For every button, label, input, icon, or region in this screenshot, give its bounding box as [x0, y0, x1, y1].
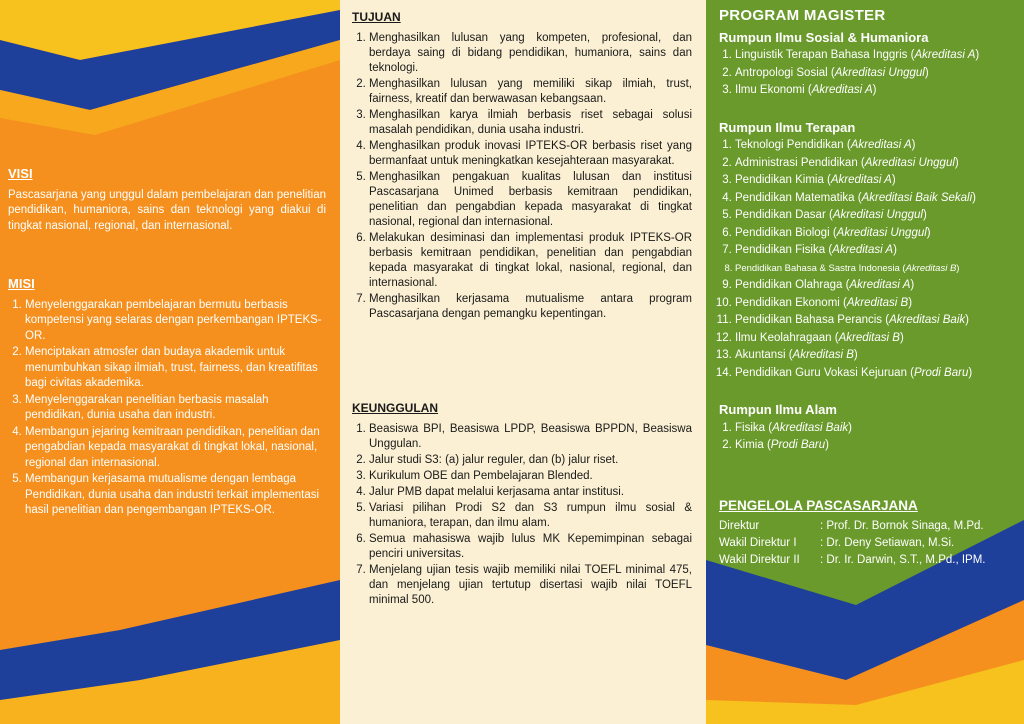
list-item: 14. Pendidikan Guru Vokasi Kejuruan (Prodi Baru) [735, 365, 1019, 383]
visi-title: VISI [8, 166, 33, 181]
list-item: 4. Menghasilkan produk inovasi IPTEKS-OR berbasis riset yang bermanfaat untuk meningkatkan kesejahteraan masyarakat. [369, 139, 692, 169]
list-item: 12. Ilmu Keolahragaan (Akreditasi B) [735, 330, 1019, 348]
pengelola-row: Wakil Direktur II : Dr. Ir. Darwin, S.T., M.Pd., IPM. [719, 553, 986, 566]
misi-list [8, 298, 326, 519]
visi-text: Pascasarjana yang unggul dalam pembelajaran dan penelitian pendidikan, humaniora, sains dan teknologi yang diakui di tingkat nasional, regional, dan internasional. [8, 188, 326, 232]
list-item: 3. Kurikulum OBE dan Pembelajaran Blended. [369, 469, 692, 484]
pengelola-row: Direktur : Prof. Dr. Bornok Sinaga, M.Pd. [719, 519, 984, 532]
program-list [719, 137, 1019, 382]
list-item: 4. Pendidikan Matematika (Akreditasi Baik Sekali) [735, 190, 1019, 208]
list-item: 5. Variasi pilihan Prodi S2 dan S3 rumpun ilmu sosial & humaniora, terapan, dan ilmu alam. [369, 501, 692, 531]
list-item: 3. Menyelenggarakan penelitian berbasis masalah pendidikan, dunia usaha dan industri. [25, 393, 326, 424]
group-title: Rumpun Ilmu Terapan [719, 119, 856, 135]
visi-section [8, 166, 326, 234]
list-item: 2. Menghasilkan lulusan yang memiliki sikap ilmiah, trust, fairness, kreatif dan berwawasan kebangsaan. [369, 77, 692, 107]
list-item: 2. Menciptakan atmosfer dan budaya akademik untuk menumbuhkan sikap ilmiah, trust, fairness, dan kreatifitas bagi civitas akademika. [25, 345, 326, 392]
list-item: 1. Menyelenggarakan pembelajaran bermutu berbasis kompetensi yang selaras dengan perkembangan IPTEKS-OR. [25, 298, 326, 345]
list-item: 5. Membangun kerjasama mutualisme dengan lembaga Pendidikan, dunia usaha dan industri terkait implementasi hasil penelitian dan pengembangan IPTEKS-OR. [25, 472, 326, 519]
list-item: 2. Jalur studi S3: (a) jalur reguler, dan (b) jalur riset. [369, 453, 692, 468]
keunggulan-title: KEUNGGULAN [352, 401, 438, 415]
misi-section [8, 276, 326, 520]
list-item: 9. Pendidikan Olahraga (Akreditasi A) [735, 277, 1019, 295]
misi-title: MISI [8, 276, 35, 291]
list-item: 3. Pendidikan Kimia (Akreditasi A) [735, 172, 1019, 190]
keunggulan-section [352, 401, 692, 609]
list-item: 1. Fisika (Akreditasi Baik) [735, 420, 1019, 438]
pengelola-title: PENGELOLA PASCASARJANA [719, 498, 918, 513]
list-item: 2. Administrasi Pendidikan (Akreditasi Unggul) [735, 155, 1019, 173]
group-alam [719, 402, 1019, 455]
pengelola-row: Wakil Direktur I : Dr. Deny Setiawan, M.Si. [719, 536, 955, 549]
program-title: PROGRAM MAGISTER [719, 7, 886, 24]
list-item: 7. Menghasilkan kerjasama mutualisme antara program Pascasarjana dengan pemangku kepentingan. [369, 292, 692, 322]
list-item: 6. Semua mahasiswa wajib lulus MK Kepemimpinan sebagai penciri universitas. [369, 532, 692, 562]
list-item: 7. Pendidikan Fisika (Akreditasi A) [735, 242, 1019, 260]
list-item: 10. Pendidikan Ekonomi (Akreditasi B) [735, 295, 1019, 313]
list-item: 13. Akuntansi (Akreditasi B) [735, 347, 1019, 365]
list-item: 5. Menghasilkan pengakuan kualitas lulusan dan institusi Pascasarjana Unimed berbasis kemitraan pendidikan, penelitian dan pengabdian kepada masyarakat di tingkat nasional, regional dan internasional. [369, 170, 692, 230]
list-item: 7. Menjelang ujian tesis wajib memiliki nilai TOEFL minimal 475, dan menjelang ujian tertutup disertasi wajib nilai TOEFL minimal 500. [369, 563, 692, 608]
group-title: Rumpun Ilmu Alam [719, 402, 837, 417]
list-item: 3. Menghasilkan karya ilmiah berbasis riset sebagai solusi masalah pendidikan, dunia usaha industri. [369, 108, 692, 138]
program-list [719, 420, 1019, 455]
keunggulan-list [352, 422, 692, 608]
pengelola-section [719, 498, 1019, 569]
list-item: 6. Melakukan desiminasi dan implementasi produk IPTEKS-OR berbasis kemitraan pendidikan, penelitian dan pengabdian kepada masyarakat di tingkat lokal, nasional, regional, dan internasional. [369, 231, 692, 291]
list-item: 1. Menghasilkan lulusan yang kompeten, profesional, dan berdaya saing di bidang pendidikan, humaniora, sains dan teknologi. [369, 31, 692, 76]
list-item: 11. Pendidikan Bahasa Perancis (Akreditasi Baik) [735, 312, 1019, 330]
right-panel [706, 0, 1024, 724]
list-item: 6. Pendidikan Biologi (Akreditasi Unggul) [735, 225, 1019, 243]
list-item: 2. Antropologi Sosial (Akreditasi Unggul) [735, 65, 1019, 83]
list-item: 4. Jalur PMB dapat melalui kerjasama antar institusi. [369, 485, 692, 500]
list-item: 1. Teknologi Pendidikan (Akreditasi A) [735, 137, 1019, 155]
middle-panel [340, 0, 706, 724]
left-panel [0, 0, 340, 724]
list-item: 8. Pendidikan Bahasa & Sastra Indonesia (Akreditasi B) [735, 260, 1019, 278]
list-item: 5. Pendidikan Dasar (Akreditasi Unggul) [735, 207, 1019, 225]
tujuan-section [352, 10, 692, 323]
group-sosial [719, 30, 1019, 100]
program-list [719, 47, 1019, 100]
group-title: Rumpun Ilmu Sosial & Humaniora [719, 29, 929, 45]
list-item: 1. Beasiswa BPI, Beasiswa LPDP, Beasiswa BPPDN, Beasiswa Unggulan. [369, 422, 692, 452]
list-item: 3. Ilmu Ekonomi (Akreditasi A) [735, 82, 1019, 100]
program-section [719, 8, 1019, 455]
tujuan-title: TUJUAN [352, 10, 401, 24]
list-item: 1. Linguistik Terapan Bahasa Inggris (Akreditasi A) [735, 47, 1019, 65]
tujuan-list [352, 31, 692, 322]
list-item: 2. Kimia (Prodi Baru) [735, 437, 1019, 455]
group-terapan [719, 120, 1019, 383]
list-item: 4. Membangun jejaring kemitraan pendidikan, penelitian dan pengabdian kepada masyarakat di tingkat lokal, nasional, regional dan internasional. [25, 425, 326, 472]
